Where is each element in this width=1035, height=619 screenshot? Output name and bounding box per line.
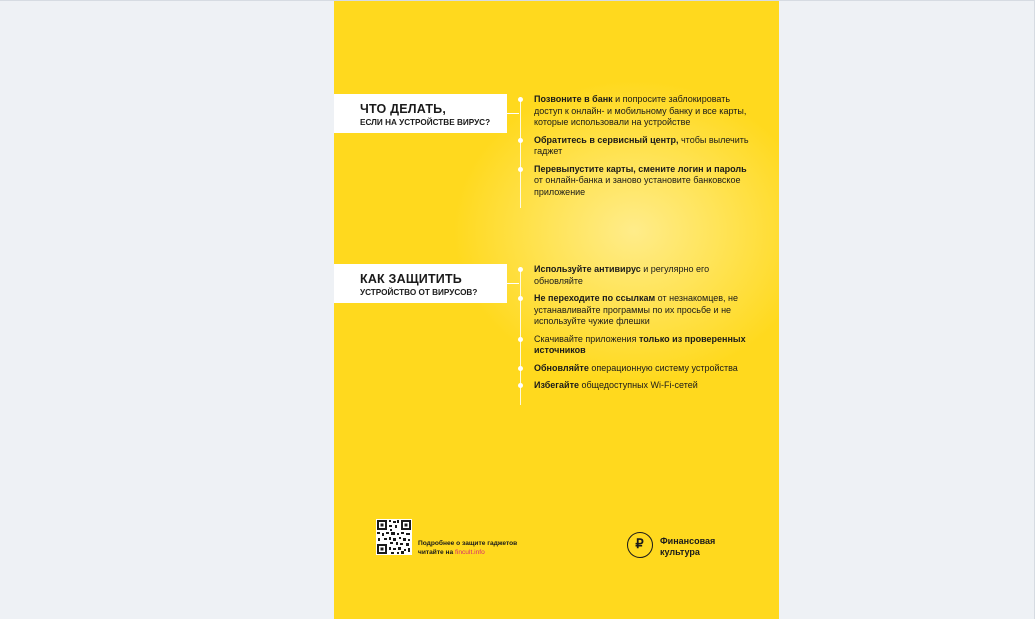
section1-connector: [507, 113, 519, 114]
item-bold-text: Обновляйте: [534, 362, 589, 373]
ruble-logo-icon: [627, 532, 653, 558]
section1-list: [520, 94, 750, 198]
item-text: и регулярно его обновляйте: [534, 264, 710, 286]
list-item: [520, 293, 750, 328]
item-bold-text: Избегайте: [534, 380, 579, 390]
bullet-dot: [518, 167, 523, 172]
footer-text-prefix: читайте на: [418, 548, 456, 556]
item-bold-text: только из проверенных источников: [534, 333, 746, 355]
item-bold-text: Позвоните в банк: [534, 94, 613, 104]
section1-heading-line2: ЕСЛИ НА УСТРОЙСТВЕ ВИРУС?: [360, 118, 491, 127]
section2-list: [520, 264, 750, 392]
logo-text: [660, 536, 715, 557]
section2-heading-line1: КАК ЗАЩИТИТЬ: [360, 272, 462, 286]
list-item: [520, 380, 750, 392]
item-text: Скачивайте приложения: [534, 333, 639, 344]
list-item: [520, 135, 750, 158]
item-bold-text: Перевыпустите карты, смените логин и пароль: [534, 163, 747, 174]
ruble-symbol: ₽: [635, 536, 644, 551]
item-text: от незнакомцев, не устанавливайте программы по их просьбе и не используйте чужие флешки: [534, 293, 739, 326]
section2-heading-line2: УСТРОЙСТВО ОТ ВИРУСОВ?: [360, 288, 478, 297]
item-bold-text: Используйте антивирус: [534, 264, 641, 274]
bullet-dot: [518, 97, 523, 102]
footer-text-line2: [418, 549, 517, 558]
logo-text-line1: Финансовая: [660, 536, 716, 546]
list-item: [520, 94, 750, 129]
footer-info: [418, 540, 517, 557]
section2-heading: [334, 264, 507, 303]
item-text: чтобы вылечить гаджет: [534, 134, 749, 156]
list-item: [520, 264, 750, 287]
item-text: и попросите заблокировать доступ к онлайн- и мобильному банку и все карты, которые использовали на устройстве: [534, 94, 747, 127]
bullet-dot: [518, 383, 523, 388]
item-text: от онлайн-банка и заново установите банковское приложение: [534, 175, 741, 197]
bullet-dot: [518, 337, 523, 342]
section2-connector: [507, 283, 519, 284]
bullet-dot: [518, 138, 523, 143]
item-bold-text: Не переходите по ссылкам: [534, 293, 656, 303]
section1-heading: [334, 94, 507, 133]
list-item: [520, 334, 750, 357]
bullet-dot: [518, 296, 523, 301]
item-text: общедоступных Wi-Fi-сетей: [578, 380, 698, 390]
footer-text-line1: Подробнее о защите гаджетов: [418, 540, 518, 547]
section1-heading-line1: ЧТО ДЕЛАТЬ,: [360, 102, 447, 116]
poster-page: [334, 1, 779, 619]
list-item: [520, 164, 750, 199]
bullet-dot: [518, 366, 523, 371]
item-bold-text: Обратитесь в сервисный центр,: [534, 134, 679, 145]
bullet-dot: [518, 267, 523, 272]
logo-text-line2: культура: [660, 546, 700, 557]
fincult-link[interactable]: fincult.info: [455, 548, 485, 556]
list-item: [520, 363, 750, 375]
qr-code-icon[interactable]: [376, 519, 412, 555]
item-text: операционную систему устройства: [588, 362, 738, 373]
